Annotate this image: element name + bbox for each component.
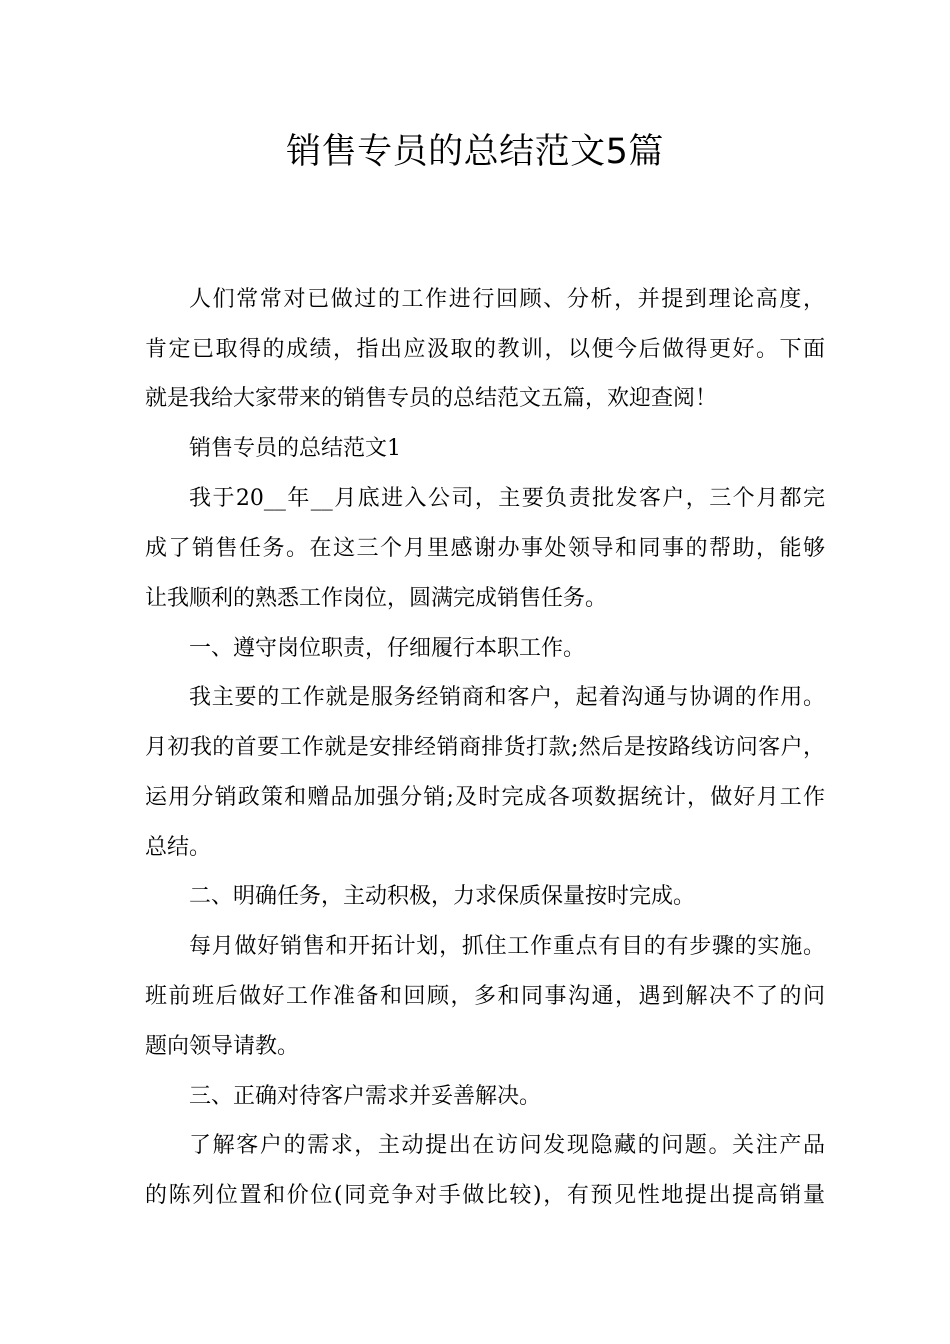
paragraph-line: 总结。 [145, 835, 212, 860]
paragraph-line: 班前班后做好工作准备和回顾，多和同事沟通，遇到解决不了的问 [145, 984, 825, 1009]
paragraph-line: 每月做好销售和开拓计划，抓住工作重点有目的有步骤的实施。 [189, 934, 825, 959]
paragraph-line: 成了销售任务。在这三个月里感谢办事处领导和同事的帮助，能够 [145, 536, 825, 561]
paragraph-line: 运用分销政策和赠品加强分销;及时完成各项数据统计，做好月工作 [145, 785, 825, 810]
paragraph-line: 的陈列位置和价位(同竞争对手做比较)，有预见性地提出提高销量 [145, 1183, 825, 1208]
paragraph-line: 题向领导请教。 [145, 1034, 300, 1059]
section-heading: 一、遵守岗位职责，仔细履行本职工作。 [189, 636, 586, 661]
section-heading: 三、正确对待客户需求并妥善解决。 [189, 1084, 542, 1109]
paragraph-line: 了解客户的需求，主动提出在访问发现隐藏的问题。关注产品 [189, 1133, 825, 1158]
paragraph-line: 我主要的工作就是服务经销商和客户，起着沟通与协调的作用。 [189, 685, 825, 710]
paragraph-line: 月初我的首要工作就是安排经销商排货打款;然后是按路线访问客户， [145, 735, 825, 760]
paragraph-line: 就是我给大家带来的销售专员的总结范文五篇，欢迎查阅！ [145, 386, 718, 411]
paragraph-line: 我于20__年__月底进入公司，主要负责批发客户，三个月都完 [189, 486, 825, 511]
section-heading: 二、明确任务，主动积极，力求保质保量按时完成。 [189, 884, 696, 909]
paragraph-line: 让我顺利的熟悉工作岗位，圆满完成销售任务。 [145, 586, 608, 611]
paragraph-line: 人们常常对已做过的工作进行回顾、分析，并提到理论高度， [189, 287, 825, 312]
section-heading: 销售专员的总结范文1 [189, 436, 401, 461]
paragraph-line: 肯定已取得的成绩，指出应汲取的教训，以便今后做得更好。下面 [145, 337, 825, 362]
document-title: 销售专员的总结范文5篇 [286, 132, 664, 172]
